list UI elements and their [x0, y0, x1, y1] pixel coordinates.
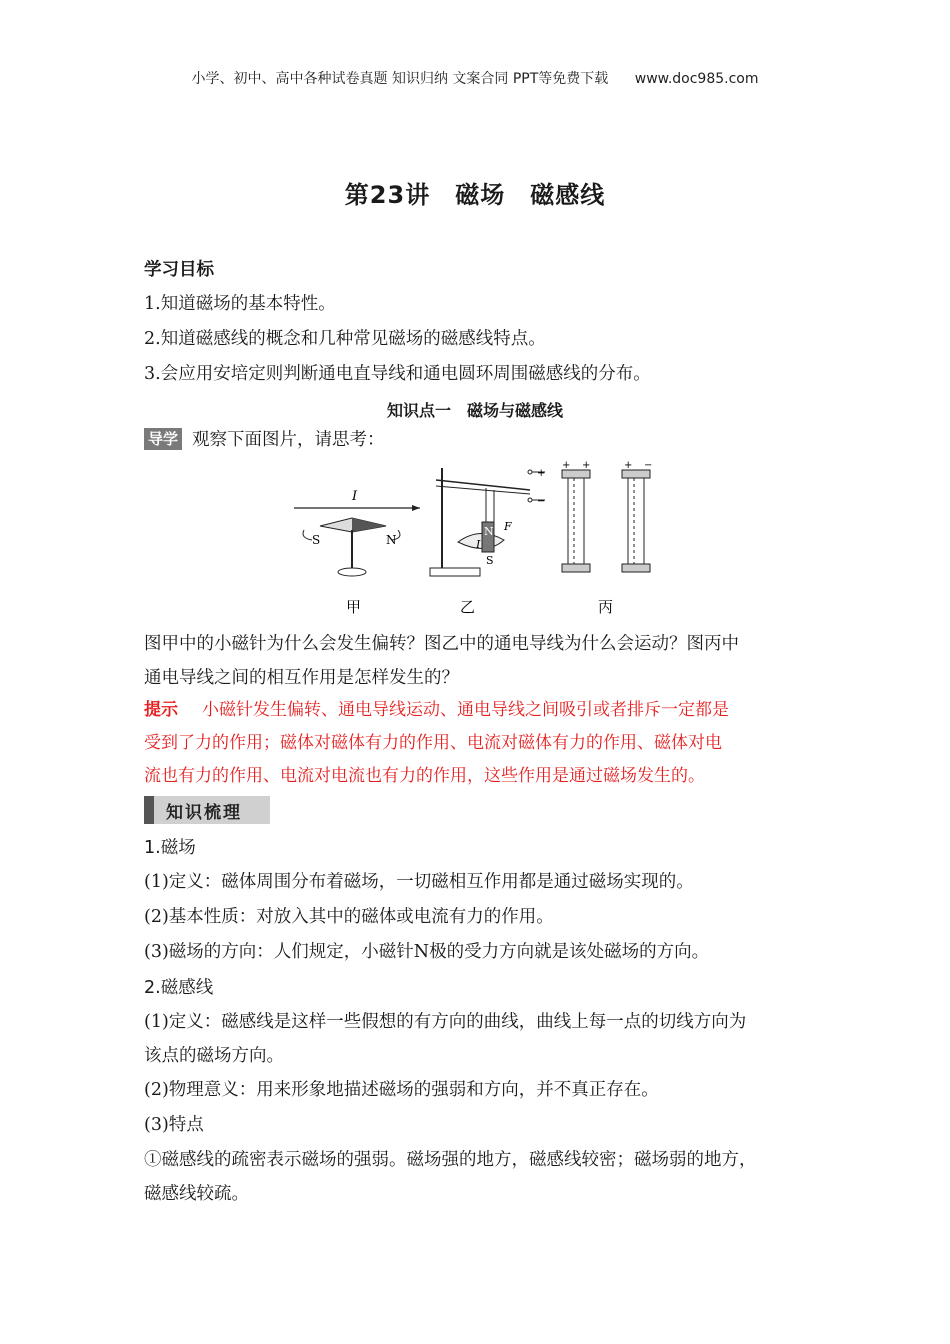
zhishi-label: 知识梳理: [166, 803, 242, 823]
label-s-yi: S: [486, 554, 494, 567]
question-line-2: 通电导线之间的相互作用是怎样发生的？: [144, 668, 459, 688]
page-header: [0, 68, 950, 88]
page-title: 第23讲 磁场 磁感线: [344, 181, 606, 209]
figure-jia: [294, 489, 420, 576]
goals-heading: 学习目标: [144, 260, 214, 280]
label-plus-bing-1: +: [562, 460, 571, 471]
para-lines-definition-2: 该点的磁场方向。: [144, 1046, 284, 1066]
hint-line-3: 流也有力的作用、电流对电流也有力的作用，这些作用是通过磁场发生的。: [144, 766, 705, 786]
para-features: (3)特点: [144, 1115, 204, 1135]
label-plus-yi: +: [537, 468, 546, 479]
heading-field-lines: 2.磁感线: [144, 978, 214, 998]
goal-item-1: 1.知道磁场的基本特性。: [144, 294, 336, 314]
experiment-figure: [290, 460, 670, 620]
zhishi-banner: [144, 796, 270, 824]
para-density-1: ①磁感线的疏密表示磁场的强弱。磁场强的地方，磁感线较密；磁场弱的地方，: [144, 1150, 757, 1170]
caption-yi: 乙: [460, 598, 476, 616]
label-f-yi: F: [504, 520, 512, 533]
para-direction: (3)磁场的方向：人们规定，小磁针N极的受力方向就是该处磁场的方向。: [144, 942, 710, 962]
hint-line-1: 小磁针发生偏转、通电导线运动、通电导线之间吸引或者排斥一定都是: [202, 700, 729, 720]
hint-label: 提示: [144, 700, 178, 720]
heading-magnetic-field: 1.磁场: [144, 838, 196, 858]
label-n-yi: N: [484, 525, 494, 538]
label-current-yi: I: [476, 538, 481, 551]
para-lines-definition-1: (1)定义：磁感线是这样一些假想的有方向的曲线，曲线上每一点的切线方向为: [144, 1012, 747, 1032]
para-physical-meaning: (2)物理意义：用来形象地描述磁场的强弱和方向，并不真正存在。: [144, 1080, 659, 1100]
header-site[interactable]: www.doc985.com: [634, 71, 759, 87]
label-n-jia: N: [386, 533, 397, 547]
header-text: 小学、初中、高中各种试卷真题 知识归纳 文案合同 PPT等免费下载: [191, 71, 609, 87]
section-title: 知识点一 磁场与磁感线: [386, 401, 563, 420]
label-minus-yi: −: [537, 496, 546, 507]
caption-bing: 丙: [598, 598, 614, 616]
daoxue-badge: 导学: [144, 428, 182, 450]
hint-line-2: 受到了力的作用；磁体对磁体有力的作用、电流对磁体有力的作用、磁体对电: [144, 733, 722, 753]
para-density-2: 磁感线较疏。: [144, 1184, 249, 1204]
para-basic-property: (2)基本性质：对放入其中的磁体或电流有力的作用。: [144, 907, 554, 927]
figure-bing: [562, 460, 652, 572]
caption-jia: 甲: [346, 598, 362, 616]
label-minus-bing: −: [644, 460, 653, 471]
label-current-jia: I: [352, 489, 358, 504]
para-definition: (1)定义：磁体周围分布着磁场，一切磁相互作用都是通过磁场实现的。: [144, 872, 694, 892]
figure-yi: [430, 468, 545, 576]
label-s-jia: S: [312, 533, 321, 547]
question-line-1: 图甲中的小磁针为什么会发生偏转？图乙中的通电导线为什么会运动？图丙中: [144, 634, 739, 654]
goal-item-2: 2.知道磁感线的概念和几种常见磁场的磁感线特点。: [144, 329, 546, 349]
zhishi-bar: [144, 796, 154, 824]
goal-item-3: 3.会应用安培定则判断通电直导线和通电圆环周围磁感线的分布。: [144, 364, 651, 384]
daoxue-text: 观察下面图片，请思考：: [192, 430, 385, 450]
label-plus-bing-2: +: [582, 460, 591, 471]
label-plus-bing-3: +: [624, 460, 633, 471]
